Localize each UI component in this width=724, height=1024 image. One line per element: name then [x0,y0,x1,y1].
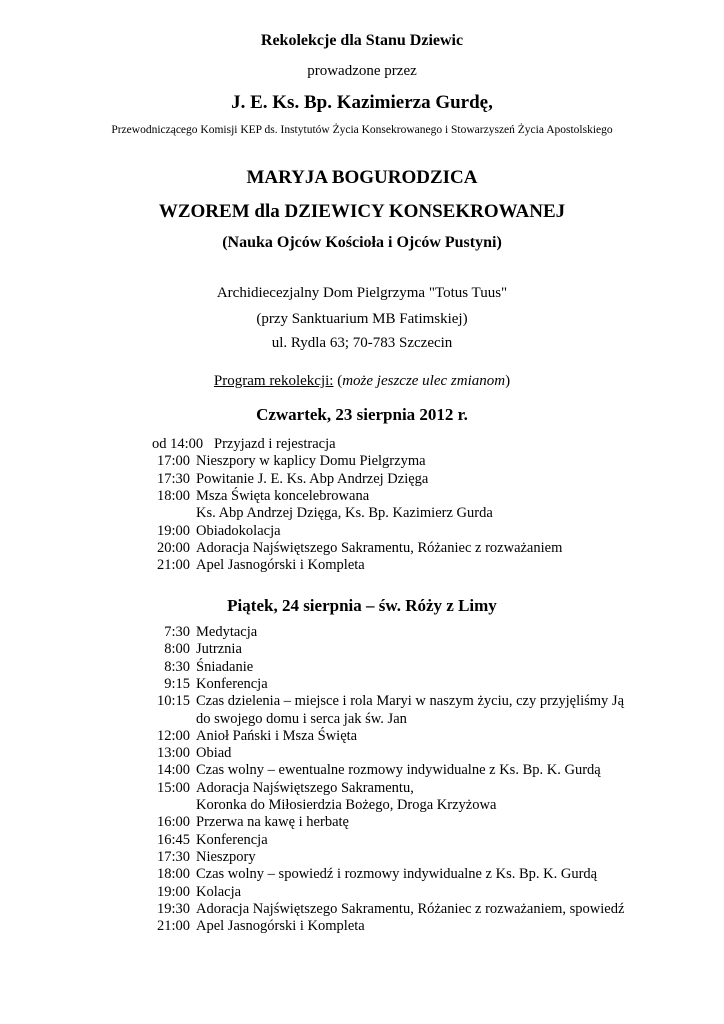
schedule-row [0,453,724,470]
schedule-text: Czas wolny – spowiedź i rozmowy indywidualne z Ks. Bp. K. Gurdą [196,866,598,883]
schedule-text: Nieszpory [196,848,256,865]
schedule-time: 10:15 [156,693,190,710]
schedule-text: Medytacja [196,624,258,640]
schedule-row [0,866,724,883]
schedule-row [0,693,724,710]
schedule-row [0,780,724,797]
header-line-3: J. E. Ks. Bp. Kazimierza Gurdę, [231,92,493,113]
schedule-row [0,849,724,866]
schedule-row [0,745,724,762]
schedule-text: Jutrznia [196,641,242,658]
day1-title: Czwartek, 23 sierpnia 2012 r. [256,405,468,424]
schedule-row [0,797,724,814]
header-line-4: Przewodniczącego Komisji KEP ds. Instytutów Życia Konsekrowanego i Stowarzyszeń Życia Apostolskiego [111,124,613,136]
schedule-time: 8:00 [164,641,190,658]
program-label: Program rekolekcji: [213,373,334,389]
schedule-text: Koronka do Miłosierdzia Bożego, Droga Krzyżowa [196,797,497,813]
schedule-text: Apel Jasnogórski i Kompleta [196,918,365,935]
title-line-2: WZOREM dla DZIEWICY KONSEKROWANEJ [158,201,566,222]
schedule-time: 21:00 [156,557,190,574]
header-line-2: prowadzone przez [307,63,417,79]
schedule-row [0,728,724,745]
schedule-text: Przyjazd i rejestracja [214,436,336,452]
schedule-row [0,832,724,849]
schedule-row [0,523,724,540]
schedule-text: Kolacja [196,883,242,900]
schedule-time: od 14:00 [152,436,204,452]
venue-line-2: (przy Sanktuarium MB Fatimskiej) [256,311,468,327]
schedule-row [0,641,724,658]
program-note-open: ( [333,373,343,389]
schedule-row [0,659,724,676]
schedule-text: Czas wolny – ewentualne rozmowy indywidualne z Ks. Bp. K. Gurdą [196,762,601,779]
schedule-row [0,471,724,488]
schedule-row [0,676,724,693]
venue-line-3: ul. Rydla 63; 70-783 Szczecin [271,335,453,351]
schedule-time: 13:00 [156,745,190,762]
schedule-time: 18:00 [156,487,190,504]
schedule-time: 17:30 [156,470,190,487]
schedule-time: 7:30 [164,624,190,640]
schedule-time: 17:30 [156,848,190,865]
schedule-time: 12:00 [156,727,190,744]
schedule-time: 18:00 [156,866,190,883]
day2-title: Piątek, 24 sierpnia – św. Róży z Limy [227,596,497,615]
title-subtitle: (Nauka Ojców Kościoła i Ojców Pustyni) [222,234,502,251]
schedule-row [0,624,724,641]
schedule-text: Adoracja Najświętszego Sakramentu, Różaniec z rozważaniem, spowiedź [196,900,625,917]
schedule-time: 9:15 [164,675,190,692]
schedule-text: Obiadokolacja [196,522,281,539]
schedule-time: 8:30 [164,658,190,675]
schedule-row [0,488,724,505]
schedule-time: 14:00 [156,762,190,779]
schedule-text: Powitanie J. E. Ks. Abp Andrzej Dzięga [196,470,429,487]
header-line-1: Rekolekcje dla Stanu Dziewic [260,32,464,49]
schedule-text: Msza Święta koncelebrowana [196,487,370,504]
schedule-time: 20:00 [156,539,190,556]
schedule-text: Konferencja [196,831,268,848]
program-note-close: ) [505,373,511,389]
schedule-text: Konferencja [196,675,268,692]
schedule-text: Obiad [196,745,232,762]
schedule-time: 19:30 [156,900,190,917]
schedule-time: 19:00 [156,883,190,900]
program-heading [0,373,724,390]
schedule-time: 17:00 [156,453,190,470]
title-line-1: MARYJA BOGURODZICA [246,167,478,188]
schedule-text: Anioł Pański i Msza Święta [196,727,358,744]
schedule-time: 21:00 [156,918,190,935]
schedule-row [0,711,724,728]
schedule-text: Adoracja Najświętszego Sakramentu, Różaniec z rozważaniem [196,539,563,556]
schedule-row [0,762,724,779]
schedule-row [0,918,724,935]
schedule-row [0,505,724,522]
schedule-row [0,884,724,901]
schedule-time: 19:00 [156,522,190,539]
schedule-text: Czas dzielenia – miejsce i rola Maryi w naszym życiu, czy przyjęliśmy Ją [196,693,625,710]
schedule-time: 16:45 [156,831,190,848]
schedule-time: 16:00 [156,814,190,831]
schedule-row [0,540,724,557]
schedule-text: Adoracja Najświętszego Sakramentu, [196,779,414,796]
schedule-row [0,901,724,918]
schedule-text: Apel Jasnogórski i Kompleta [196,557,365,574]
schedule-text: Ks. Abp Andrzej Dzięga, Ks. Bp. Kazimierz Gurda [196,505,493,522]
schedule-text: do swojego domu i serca jak św. Jan [196,710,407,727]
schedule-text: Śniadanie [196,658,254,675]
schedule-time: 15:00 [156,779,190,796]
schedule-text: Przerwa na kawę i herbatę [196,814,349,831]
schedule-row [0,557,724,574]
schedule-row [0,814,724,831]
schedule-row [0,436,724,453]
program-note: może jeszcze ulec zmianom [342,373,506,389]
venue-line-1: Archidiecezjalny Dom Pielgrzyma "Totus Tuus" [216,285,508,301]
schedule-text: Nieszpory w kaplicy Domu Pielgrzyma [196,453,426,470]
